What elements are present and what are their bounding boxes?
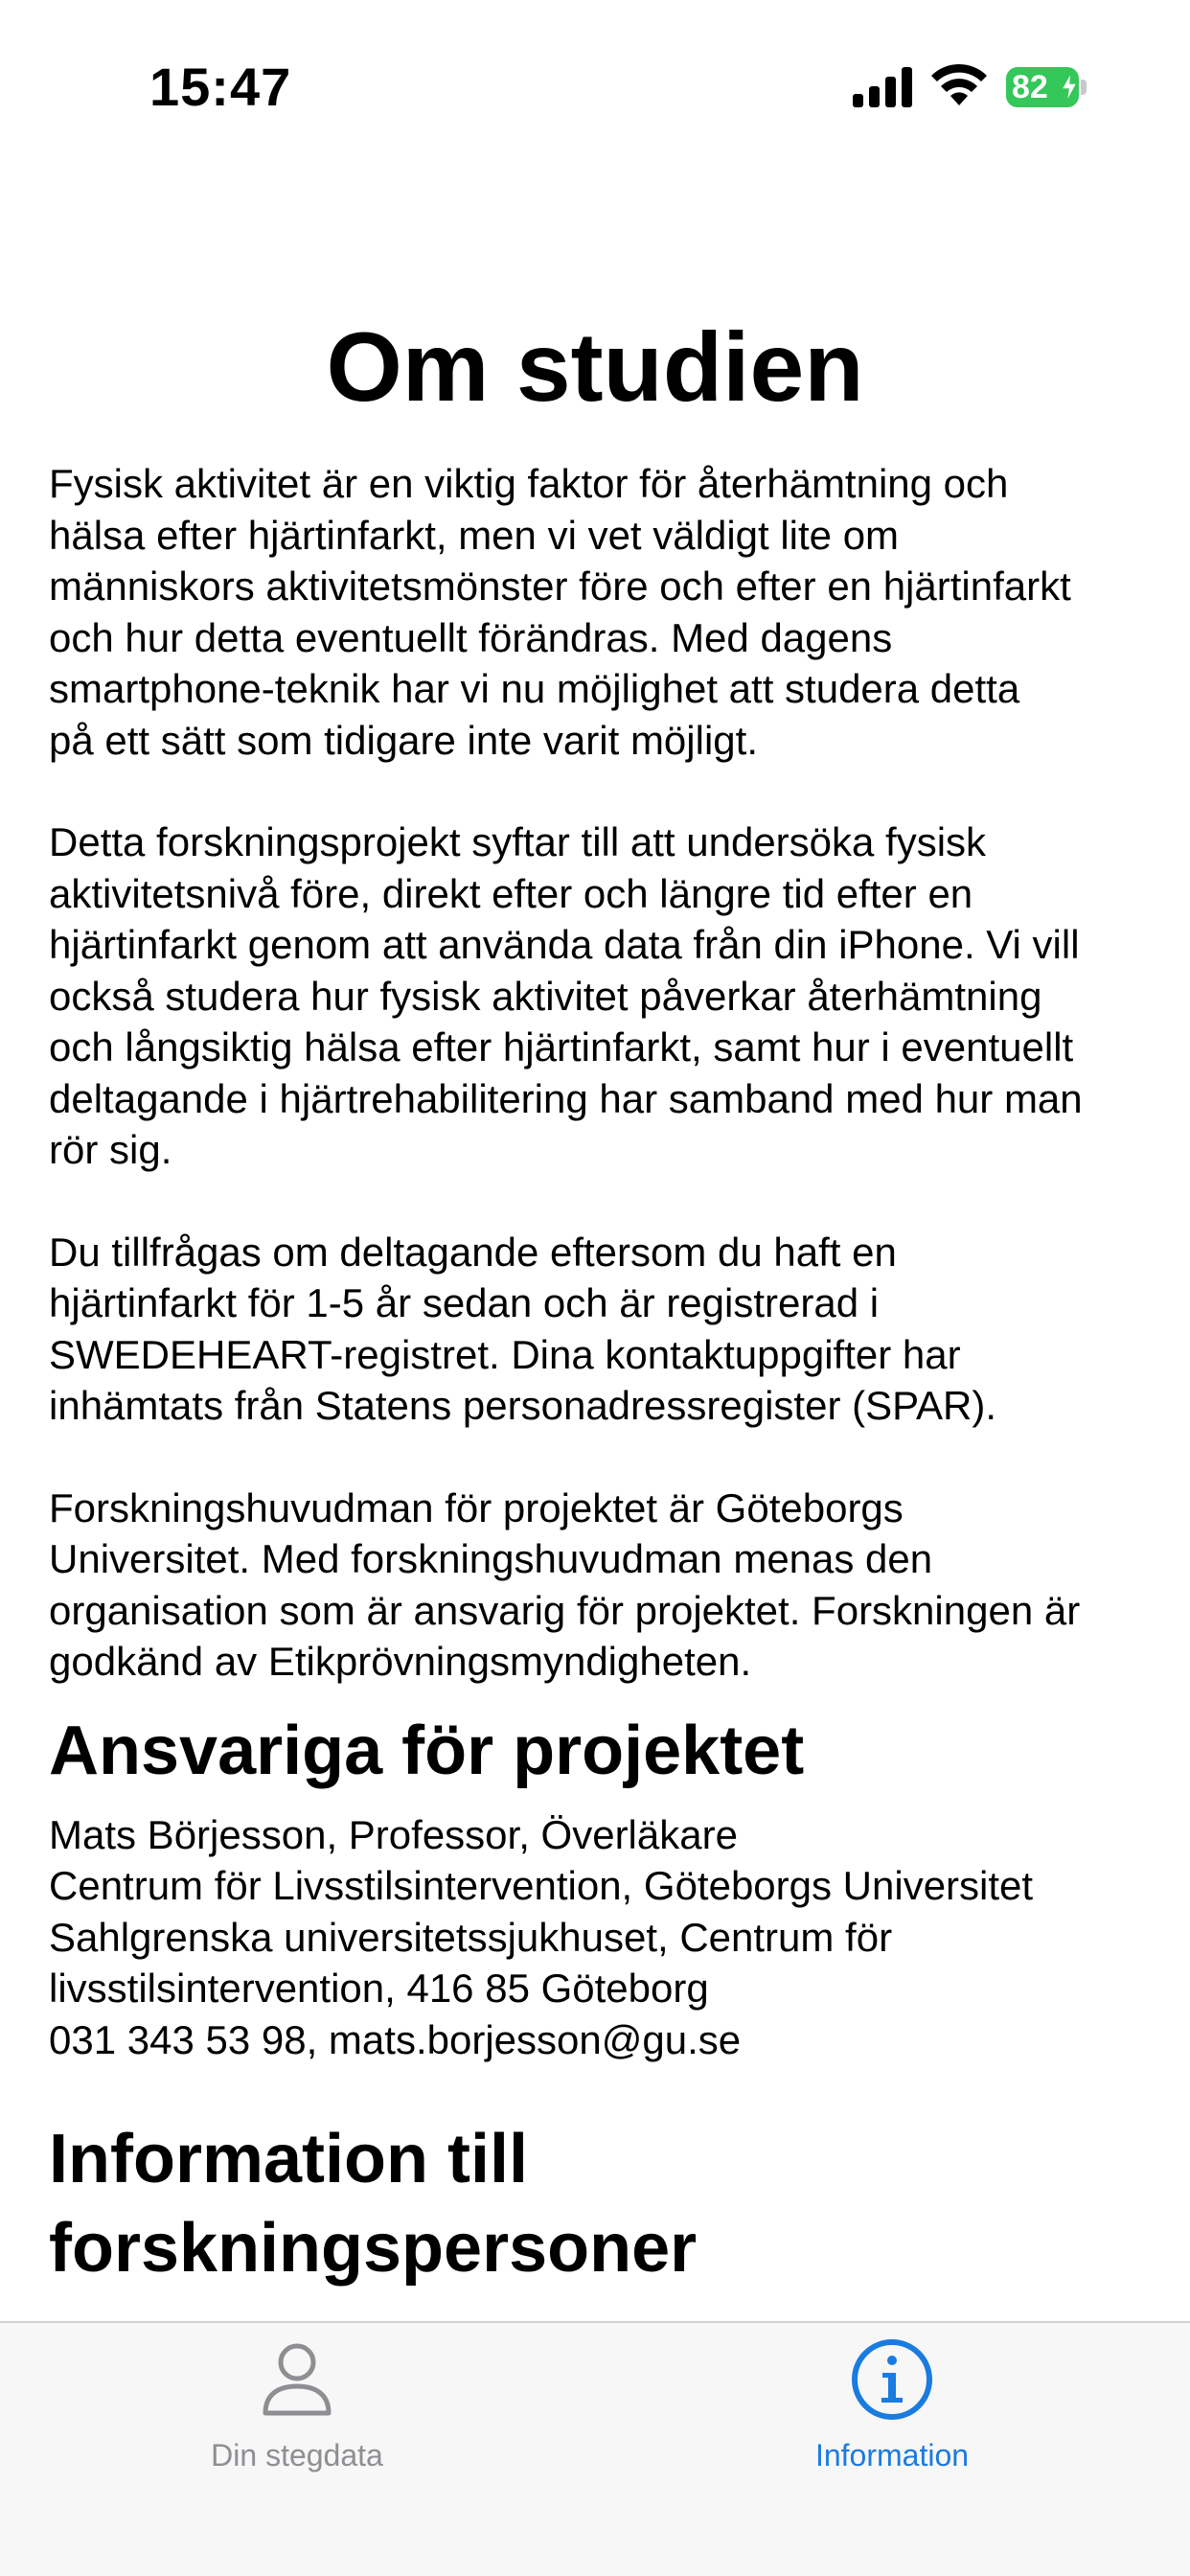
status-time: 15:47: [149, 57, 292, 117]
info-heading: Information till forskningspersoner: [49, 2121, 698, 2287]
tab-information[interactable]: [700, 2336, 1084, 2490]
eligibility-paragraph: Du tillfrågas om deltagande eftersom du haft en hjärtinfarkt för 1-5 år sedan och är registrerad i SWEDEHEART-registret. Dina kontaktuppgifter har inhämtats från Statens personadressregister (SPAR).: [49, 1229, 996, 1428]
intro-paragraph: Fysisk aktivitet är en viktig faktor för återhämtning och hälsa efter hjärtinfarkt, men vi vet väldigt lite om människors aktivitetsmönster före och efter en hjärtinfarkt och hur detta eventuellt förändras. Med dagens smartphone-teknik har vi nu möjlighet att studera detta på ett sätt som tidigare inte varit möjligt.: [49, 461, 1071, 763]
battery-icon: [1006, 67, 1087, 107]
tab-step-data-label: Din stegdata: [211, 2438, 383, 2472]
info-circle-icon: [849, 2336, 935, 2423]
status-bar: [0, 0, 1190, 144]
purpose-paragraph: Detta forskningsprojekt syftar till att undersöka fysisk aktivitetsnivå före, direkt efter och längre tid efter en hjärtinfarkt genom att använda data från din iPhone. Vi vill också studera hur fysisk aktivitet påverkar återhämtning och långsiktig hälsa efter hjärtinfarkt, samt hur i eventuellt deltagande i hjärtrehabilitering har samband med hur man rör sig.: [49, 819, 1083, 1172]
tab-step-data[interactable]: [105, 2336, 489, 2490]
battery-level: 82: [1006, 67, 1079, 107]
battery-cap: [1081, 80, 1087, 95]
principal-paragraph: Forskningshuvudman för projektet är Göteborgs Universitet. Med forskningshuvudman menas den organisation som är ansvarig för projektet. Forskningen är godkänd av Etikprövningsmyndigheten.: [49, 1484, 1081, 1684]
signal-icon: [853, 67, 914, 107]
responsible-heading: Ansvariga för projektet: [49, 1712, 805, 1789]
page-title: Om studien: [326, 312, 864, 422]
wifi-icon: [931, 63, 987, 107]
tab-bar: [0, 2321, 1190, 2576]
charging-bolt-icon: [1060, 72, 1079, 103]
person-icon: [254, 2336, 340, 2423]
responsible-contact: Mats Börjesson, Professor, Överläkare Centrum för Livsstilsintervention, Göteborgs Universitet Sahlgrenska universitetssjukhuset, Centrum för livsstilsintervention, 416 85 Göteborg 031 343 53 98, mats.borjesson@gu.se: [49, 1811, 1034, 2062]
about-study-content: [49, 305, 1151, 2307]
tab-information-label: Information: [814, 2438, 970, 2472]
